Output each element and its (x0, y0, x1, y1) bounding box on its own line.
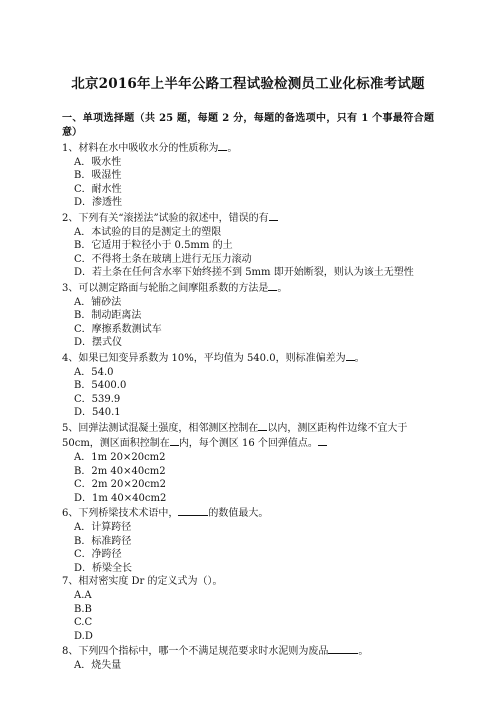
question-2: 2、下列有关“滚搓法”试验的叙述中，错误的有 (62, 210, 434, 226)
option: B．标准跨径 (74, 535, 132, 547)
option: C．净跨径 (74, 549, 122, 561)
question-3: 3、可以测定路面与轮胎之间摩阻系数的方法是 。 (62, 280, 434, 296)
question-list (62, 140, 434, 673)
option: D．若土条在任何含水率下始终搓不到 5mm 即开始断裂，则认为该土无塑性 (74, 267, 414, 279)
option: B．它适用于粒径小于 0.5mm 的土 (74, 240, 233, 252)
answer-blank (346, 350, 355, 361)
question-6: 6、下列桥梁技术术语中， 的数值最大。 (62, 505, 434, 521)
question-7: 7、相对密实度 Dr 的定义式为（）。 (62, 576, 223, 588)
option: D．1m 40×40cm2 (74, 492, 167, 504)
question-1: 1、材料在水中吸收水分的性质称为 。 (62, 140, 434, 156)
option: C.C (74, 617, 93, 629)
option: B．制动距离法 (74, 310, 142, 322)
option: D．桥梁全长 (74, 562, 133, 574)
option: B．5400.0 (74, 380, 127, 392)
option: A．吸水性 (74, 156, 122, 168)
option: B.B (74, 603, 92, 615)
option: A．铺砂法 (74, 296, 122, 308)
option: C．539.9 (74, 393, 121, 405)
question-5: 5、回弹法测试混凝土强度，相邻测区控制在 以内，测区距构件边缘不宜大于 50cm，测区面积控制在 内，每个测区 16 个回弹值点。 (62, 420, 434, 451)
option: C．2m 20×20cm2 (74, 479, 166, 491)
answer-blank (269, 210, 278, 221)
option: D．摆式仪 (74, 337, 123, 349)
answer-blank (318, 435, 327, 446)
option: B．吸湿性 (74, 170, 122, 182)
option: D．540.1 (74, 407, 121, 419)
option: A．本试验的目的是测定土的塑限 (74, 226, 222, 238)
option: A．1m 20×20cm2 (74, 452, 166, 464)
option: A.A (74, 590, 92, 601)
answer-blank (328, 643, 358, 654)
option: A．54.0 (74, 366, 114, 378)
document-title: 北京2016年上半年公路工程试验检测员工业化标准考试题 (71, 76, 425, 92)
answer-blank (170, 435, 179, 446)
answer-blank (178, 505, 208, 516)
option: C．耐水性 (74, 183, 122, 195)
section-heading: 一、单项选择题（共 25 题，每题 2 分，每题的备选项中，只有 1 个事最符合题意） (62, 113, 434, 138)
question-8: 8、下列四个指标中，哪一个不满足规范要求时水泥则为废品 。 (62, 643, 434, 659)
option: C．不得将土条在玻璃上进行无压力滚动 (74, 253, 252, 265)
option: D．渗透性 (74, 197, 123, 209)
option: A．烧失量 (74, 659, 122, 671)
question-4: 4、如果已知变异系数为 10%，平均值为 540.0，则标准偏差为 。 (62, 350, 434, 366)
option: A．计算跨径 (74, 522, 132, 534)
option: C．摩擦系数测试车 (74, 323, 162, 335)
option: B．2m 40×40cm2 (74, 465, 166, 477)
option: D.D (74, 630, 93, 642)
